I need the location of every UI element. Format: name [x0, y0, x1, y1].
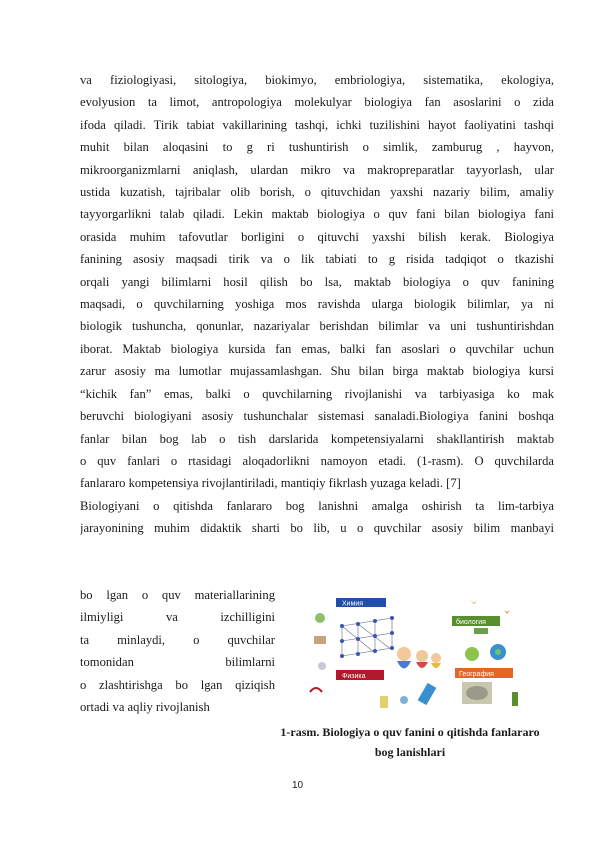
paragraph-2-line: jarayonining muhim didaktik sharti bo lib, u o quvchilar asosiy bilim manbayi	[80, 521, 554, 536]
paragraph-wrap-line: ilmiyligi va izchilligini	[80, 610, 275, 625]
paragraph-1-line: biologik tushuncha, qonunlar, nazariyalar berishdan bilimlar va uni tushuntirishdan	[80, 319, 554, 334]
page-number: 10	[291, 780, 304, 791]
paragraph-wrap-line: ortadi va aqliy rivojlanish	[80, 700, 210, 715]
paragraph-1-line: fanlararo kompetensiya rivojlantiriladi, mantiqiy fikrlash yuzaga keladi. [7]	[80, 476, 461, 491]
children-illustration	[397, 647, 441, 669]
paragraph-1-line: iborat. Maktab biologiya kursida fan emas, balki fan asoslari o quvchilar uchun	[80, 341, 554, 356]
paragraph-wrap-line: o zlashtirishga bo lgan qiziqish	[80, 677, 275, 692]
caption-line-2: bog lanishlari	[374, 745, 446, 759]
figure-caption	[265, 722, 555, 762]
paragraph-wrap-line: tomonidan bilimlarni	[80, 655, 275, 670]
paragraph-wrap-line: ta minlaydi, o quvchilar	[80, 632, 275, 647]
paragraph-2	[80, 495, 554, 540]
paragraph-1	[80, 69, 554, 495]
paragraph-wrap-line: bo lgan o quv materiallarining	[80, 588, 275, 602]
paragraph-1-line: fanining asosiy maqsadi tirik va o lik tabiati to g risida tadqiqot o tkazishi	[80, 252, 554, 267]
paragraph-1-line: “kichik fan” emas, balki o quvchilarning rivojlanishi va tarbiyasiga ko mak	[80, 386, 554, 401]
biology-label: биология	[456, 619, 486, 626]
paragraph-1-line: maqsadi, o quvchilarning yoshiga mos ravishda ularga biologik bilimlar, ya ni	[80, 297, 554, 312]
geography-label: География	[459, 671, 494, 678]
caption-line-1: 1-rasm. Biologiya o quv fanini o qitishda fanlararo	[280, 725, 540, 739]
paragraph-wrap	[80, 584, 275, 718]
lattice-illustration	[342, 618, 392, 658]
paragraph-1-line: ustida kuzatish, tajribalar olib borish, o qituvchidan yaxshi nazariy bilim, amaliy	[80, 185, 554, 200]
paragraph-2-line: Biologiyani o qitishda fanlararo bog lanishni amalga oshirish ta lim-tarbiya	[80, 499, 554, 513]
paragraph-1-line: muhit bilan aloqasini to g ri tushuntirish o simlik, zamburug , hayvon,	[80, 140, 554, 155]
paragraph-1-line: mikroorganizmlarni aniqlash, ulardan mikro va makropreparatlar tayyorlash, ular	[80, 162, 554, 177]
paragraph-1-line: va fiziologiyasi, sitologiya, biokimyo, embriologiya, sistematika, ekologiya,	[80, 73, 554, 87]
physics-label: Физика	[342, 673, 366, 680]
chemistry-label: Химия	[342, 600, 364, 608]
paragraph-1-line: o quv fanlari o rtasidagi aloqadorlikni namoyon etadi. (1-rasm). O quvchilarda	[80, 453, 554, 468]
paragraph-1-line: beruvchi biologiyani asosiy tushunchalar sistemasi sanaladi.Biologiya fanini boshqa	[80, 409, 554, 424]
paragraph-1-line: zarur asosiy ma lumotlar mujassamlashgan. Shu bilan birga maktab biologiya kursi	[80, 364, 554, 379]
paragraph-1-line: fanlar bilan bog lab o tish darslarida kompetensiyalarni shakllantirish maktab	[80, 431, 554, 446]
paragraph-1-line: ifoda qiladi. Tirik tabiat vakillarining tashqi, ichki tuzilishini hayot faoliyatini tashqi	[80, 117, 554, 132]
paragraph-1-line: orqali yangi bilimlarni hosil qilish bo lsa, maktab biologiya o quv fanining	[80, 274, 554, 289]
paragraph-1-line: tayyorgarlikni talab qiladi. Lekin maktab biologiya o quv fani bilan biologiya fani	[80, 207, 554, 222]
paragraph-1-line: evolyusion ta limot, antropologiya molekulyar biologiya fan asoslarini o zida	[80, 95, 554, 110]
interdisciplinary-figure	[292, 596, 524, 716]
paragraph-1-line: orasida muhim tafovutlar borligini o qituvchi yaxshi bilish kerak. Biologiya	[80, 229, 554, 244]
